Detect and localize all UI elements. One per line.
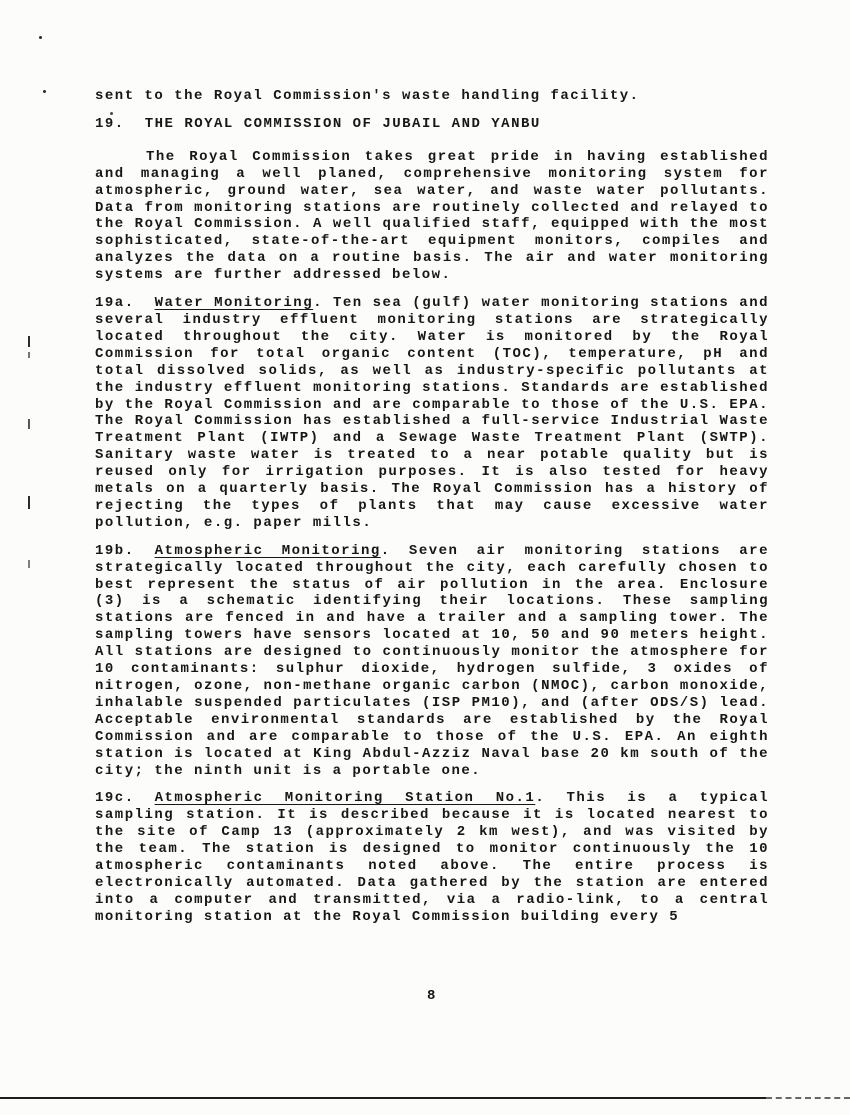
section-19a-body: . Ten sea (gulf) water monitoring stations and several industry effluent monitoring stations are strategically located throughout the city. Water is monitored by the Royal Commission for total organic content (TOC), temperature, pH and total dissolved solids, as well as industry-specific pollutants at the industry effluent monitoring stations. Standards are established by the Royal Commission and are comparable to those of the U.S. EPA. The Royal Commission has established a full-service Industrial Waste Treatment Plant (IWTP) and a Sewage Waste Treatment Plant (SWTP). Sanitary waste water is treated to a near potable quality but is reused only for irrigation purposes. It is also tested for heavy metals on a quarterly basis. The Royal Commission has a history of rejecting the types of plants that may cause excessive water pollution, e.g. paper mills. bbox=[95, 295, 769, 531]
continuation-text: sent to the Royal Commission's waste handling facility. bbox=[95, 88, 640, 104]
scan-artifact-dot bbox=[43, 90, 46, 93]
section-19c-number: 19c. bbox=[95, 790, 135, 807]
scan-artifact-dot bbox=[39, 36, 42, 39]
section-19a-title: Water Monitoring bbox=[154, 295, 314, 312]
section-19-number: 19. bbox=[95, 115, 125, 132]
section-19b-title: Atmospheric Monitoring bbox=[154, 542, 381, 559]
section-19b-paragraph bbox=[95, 543, 769, 780]
section-19-body: The Royal Commission takes great pride in having established and managing a well planed, comprehensive monitoring system for atmospheric, ground water, sea water, and waste water pollutants. Data from monitoring stations are routinely collected and relayed to the Royal Commission. A well qualified staff, equipped with the most sophisticated, state-of-the-art equipment monitors, compiles and analyzes the data on a routine basis. The air and water monitoring systems are further addressed below. bbox=[95, 148, 769, 284]
section-19-title: THE ROYAL COMMISSION OF JUBAIL AND YANBU bbox=[144, 115, 541, 132]
section-19b-body: . Seven air monitoring stations are strategically located throughout the city, each carefully chosen to best represent the status of air pollution in the area. Enclosure (3) is a schematic identifying their locations. These sampling stations are fenced in and have a trailer and a sampling tower. The sampling towers have sensors located at 10, 50 and 90 meters height. All stations are designed to continuously monitor the atmosphere for 10 contaminants: sulphur dioxide, hydrogen sulfide, 3 oxides of nitrogen, ozone, non-methane organic carbon (NMOC), carbon monoxide, inhalable suspended particulates (ISP PM10), and (after ODS/S) lead. Acceptable environmental standards are established by the Royal Commission and are comparable to those of the U.S. EPA. An eighth station is located at King Abdul-Azziz Naval base 20 km south of the city; the ninth unit is a portable one. bbox=[95, 542, 769, 779]
scan-edge-line-dashes bbox=[766, 1097, 850, 1099]
section-19-heading bbox=[95, 116, 769, 133]
section-19b-number: 19b. bbox=[95, 542, 135, 559]
scan-artifact-margin-tick bbox=[28, 336, 30, 347]
section-19c-paragraph bbox=[95, 790, 769, 925]
scan-artifact-margin-tick bbox=[28, 352, 30, 358]
scan-artifact-margin-tick bbox=[28, 560, 30, 568]
section-19c-body: . This is a typical sampling station. It is described because it is located nearest to the site of Camp 13 (approximately 2 km west), and was visited by the team. The station is designed to monitor continuously the 10 atmospheric contaminants noted above. The entire process is electronically automated. Data gathered by the station are entered into a computer and transmitted, via a radio-link, to a central monitoring station at the Royal Commission building every 5 bbox=[95, 790, 769, 925]
page-content bbox=[95, 88, 769, 937]
scan-artifact-margin-tick bbox=[28, 496, 30, 509]
scan-artifact-margin-tick bbox=[28, 419, 30, 429]
section-19a-paragraph bbox=[95, 295, 769, 532]
section-19a-number: 19a. bbox=[95, 295, 135, 312]
section-19c-title: Atmospheric Monitoring Station No.1 bbox=[154, 790, 536, 807]
page-number: 8 bbox=[427, 988, 437, 1004]
scan-edge-line bbox=[0, 1097, 766, 1099]
